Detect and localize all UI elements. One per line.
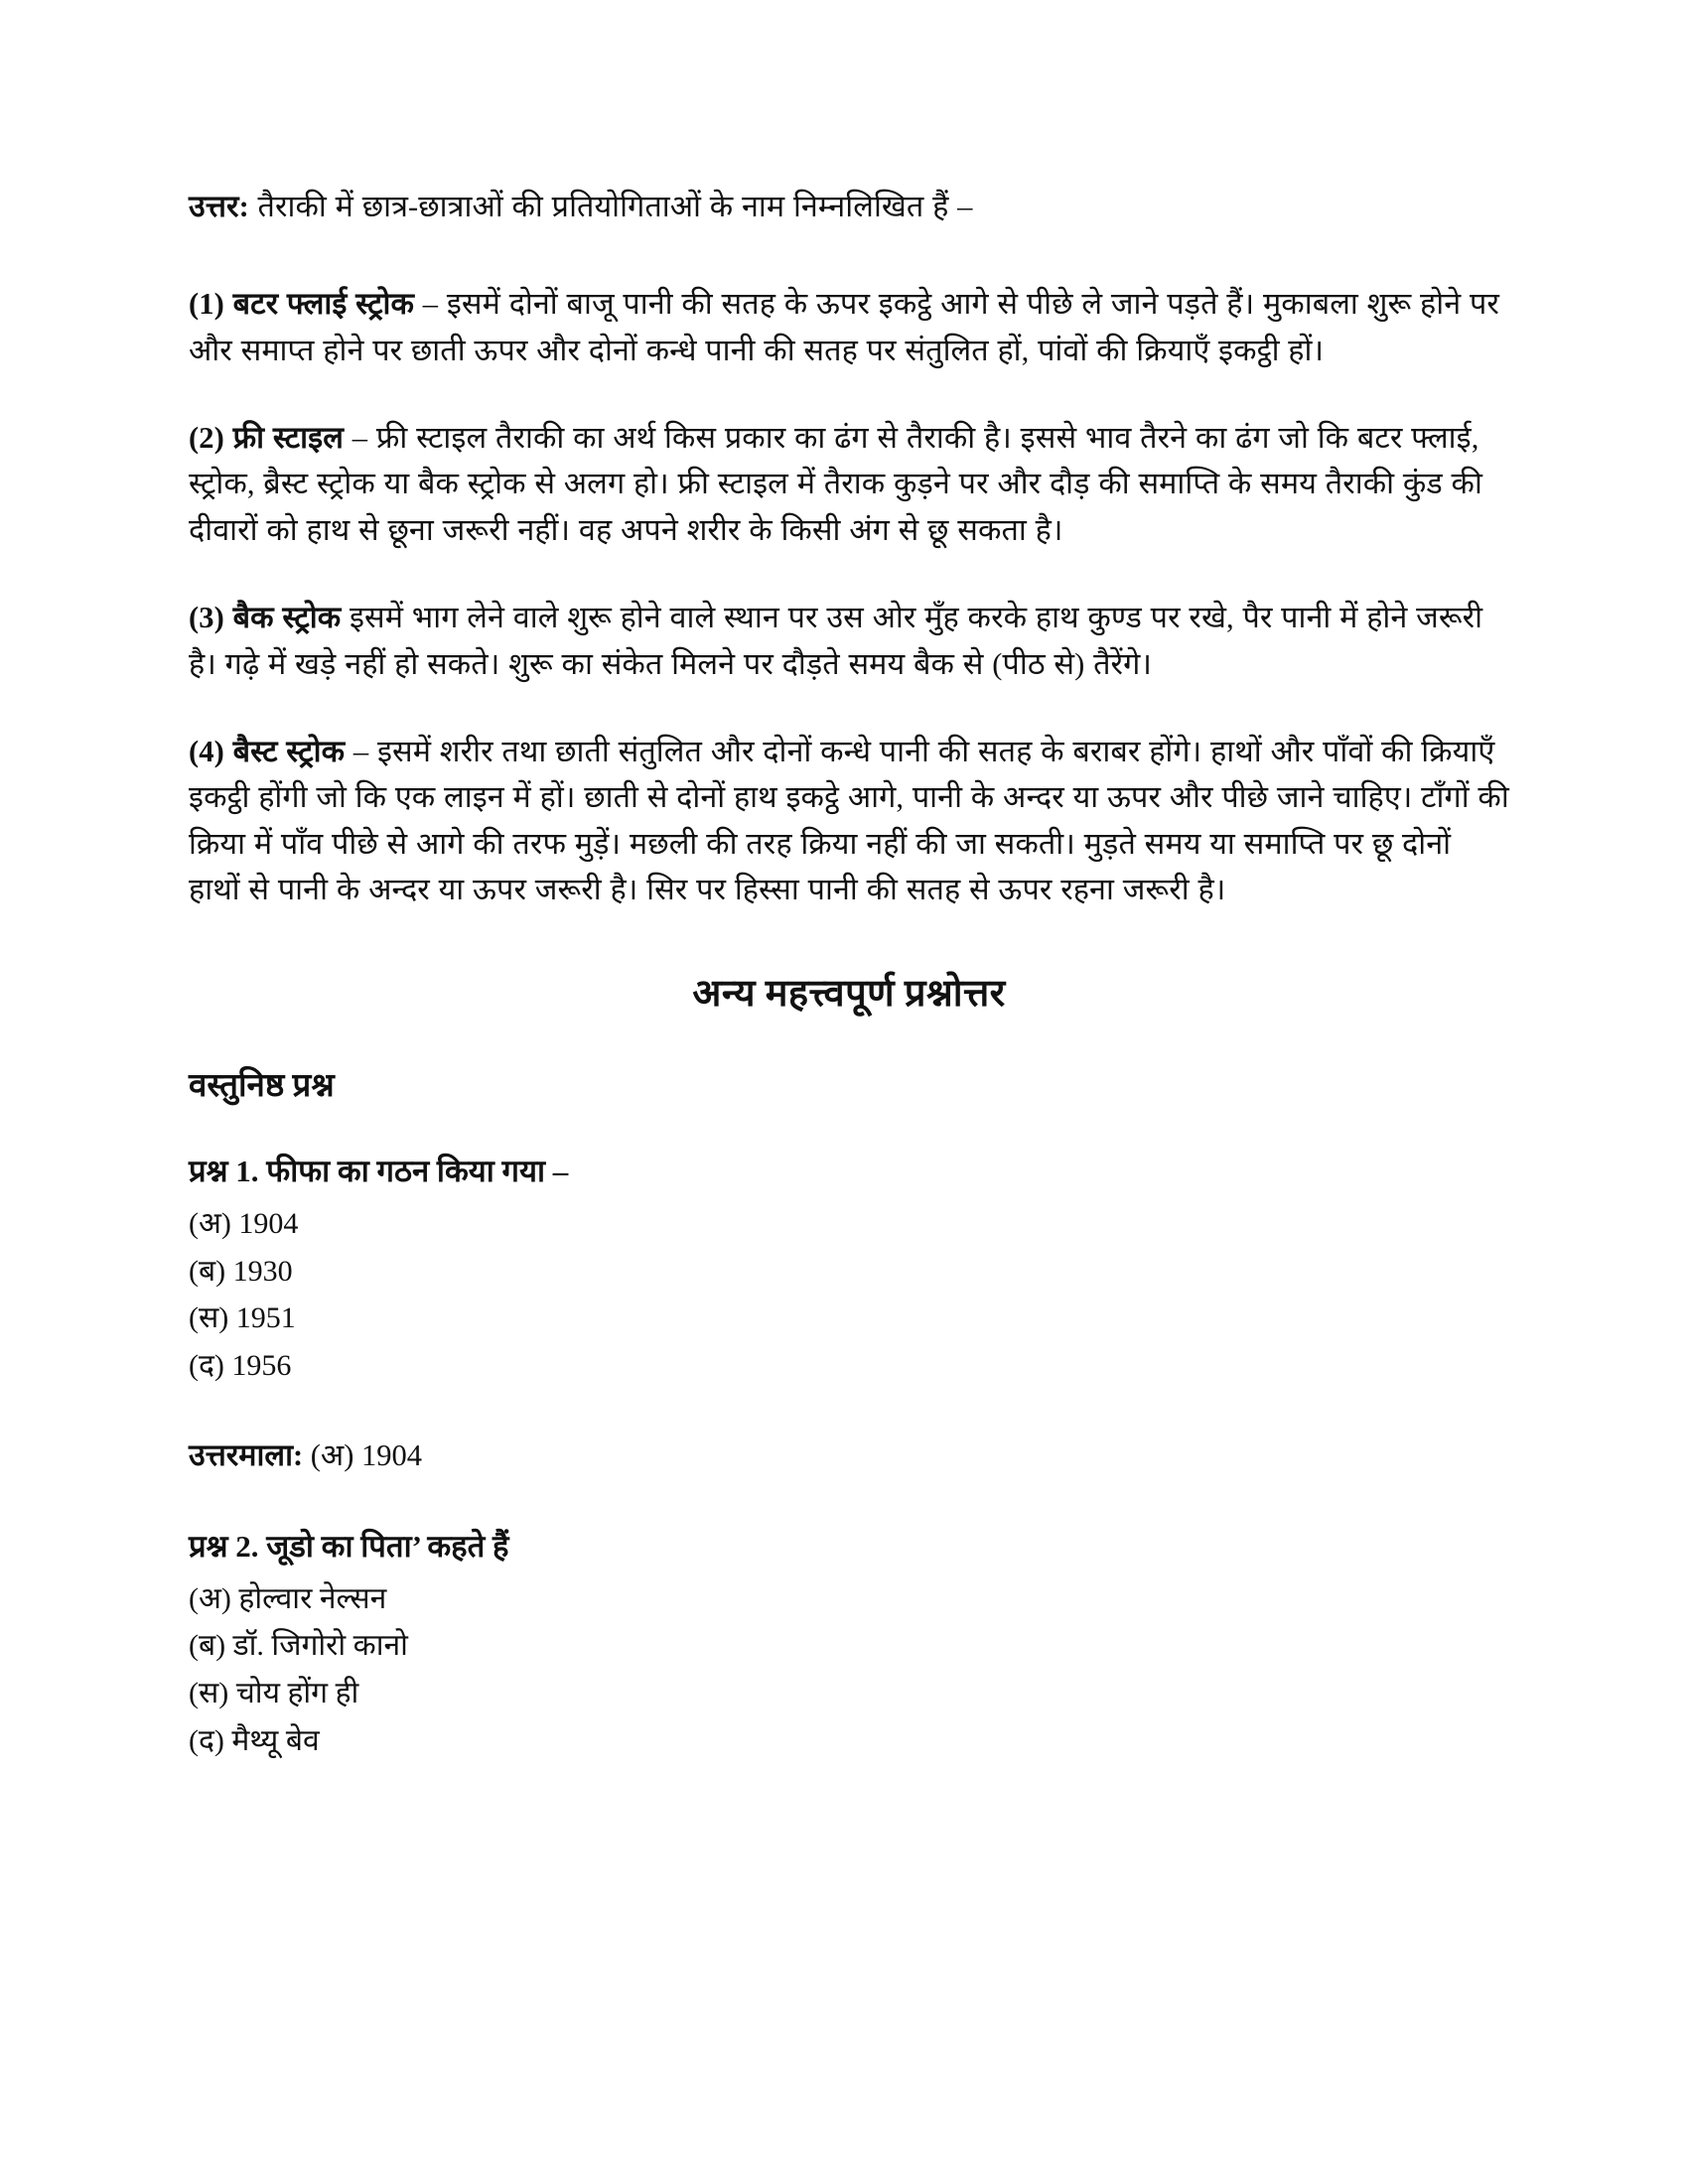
question-block-1: [189, 1150, 1509, 1389]
stroke-paragraph-3: [189, 595, 1509, 687]
answer-label: उत्तर:: [189, 190, 249, 223]
stroke-title-1: (1) बटर फ्लाई स्ट्रोक: [189, 287, 415, 322]
question-block-2: [189, 1525, 1509, 1764]
question-1-option-b[interactable]: (ब) 1930: [189, 1254, 293, 1288]
stroke-title-2: (2) फ्री स्टाइल: [189, 421, 345, 456]
question-1-option-c[interactable]: (स) 1951: [189, 1301, 296, 1335]
stroke-paragraph-4: [189, 729, 1509, 912]
answer-key-label: उत्तरमाला:: [189, 1437, 304, 1472]
stroke-title-3: (3) बैक स्ट्रोक: [189, 601, 342, 635]
page-content: [189, 184, 1509, 1764]
stroke-body-3: इसमें भाग लेने वाले शुरू होने वाले स्थान पर उस ओर मुँह करके हाथ कुण्ड पर रखे, पैर पानी में होने जरूरी है। गढ़े में खड़े नहीं हो सकते। शुरू का संकेत मिलने पर दौड़ते समय बैक से (पीठ से) तैरेंगे।: [189, 601, 1483, 681]
answer-intro-text: तैराकी में छात्र-छात्राओं की प्रतियोगिताओं के नाम निम्नलिखित हैं –: [248, 190, 973, 223]
question-2-title: प्रश्न 2. जूडो का पिता’ कहते हैं: [189, 1528, 509, 1564]
question-1-title: प्रश्न 1. फीफा का गठन किया गया –: [189, 1154, 569, 1189]
stroke-paragraph-1: [189, 281, 1509, 373]
question-2-option-d[interactable]: (द) मैथ्यू बेव: [189, 1723, 320, 1757]
question-1-answer-key: [189, 1433, 1509, 1477]
stroke-paragraph-2: [189, 415, 1509, 553]
question-2-option-a[interactable]: (अ) होल्वार नेल्सन: [189, 1581, 387, 1615]
question-1-option-a[interactable]: (अ) 1904: [189, 1207, 299, 1241]
question-1-option-d[interactable]: (द) 1956: [189, 1349, 292, 1383]
sub-heading-objective-questions: वस्तुनिष्ठ प्रश्न: [189, 1068, 335, 1105]
stroke-title-4: (4) बैस्ट स्ट्रोक: [189, 734, 346, 768]
section-heading: अन्य महत्त्वपूर्ण प्रश्नोत्तर: [692, 973, 1006, 1016]
answer-key-value: (अ) 1904: [303, 1437, 423, 1472]
stroke-body-1: – इसमें दोनों बाजू पानी की सतह के ऊपर इकट्ठे आगे से पीछे ले जाने पड़ते हैं। मुकाबला शुरू होने पर और समाप्त होने पर छाती ऊपर और दोनों कन्धे पानी की सतह पर संतुलित हों, पांवों की क्रियाएँ इकट्ठी हों।: [189, 287, 1499, 367]
answer-intro-paragraph: [189, 184, 1509, 229]
stroke-body-4: – इसमें शरीर तथा छाती संतुलित और दोनों कन्धे पानी की सतह के बराबर होंगे। हाथों और पाँवों की क्रियाएँ इकट्ठी होंगी जो कि एक लाइन में हों। छाती से दोनों हाथ इकट्ठे आगे, पानी के अन्दर या ऊपर और पीछे जाने चाहिए। टाँगों की क्रिया में पाँव पीछे से आगे की तरफ मुड़ें। मछली की तरह क्रिया नहीं की जा सकती। मुड़ते समय या समाप्ति पर छू दोनों हाथों से पानी के अन्दर या ऊपर जरूरी है। सिर पर हिस्सा पानी की सतह से ऊपर रहना जरूरी है।: [189, 734, 1509, 906]
question-2-option-b[interactable]: (ब) डॉ. जिगोरो कानो: [189, 1629, 408, 1663]
question-2-option-c[interactable]: (स) चोय होंग ही: [189, 1676, 359, 1709]
stroke-body-2: – फ्री स्टाइल तैराकी का अर्थ किस प्रकार का ढंग से तैराकी है। इससे भाव तैरने का ढंग जो कि बटर फ्लाई, स्ट्रोक, ब्रैस्ट स्ट्रोक या बैक स्ट्रोक से अलग हो। फ्री स्टाइल में तैराक कुड़ने पर और दौड़ की समाप्ति के समय तैराकी कुंड की दीवारों को हाथ से छूना जरूरी नहीं। वह अपने शरीर के किसी अंग से छू सकता है।: [189, 421, 1482, 547]
